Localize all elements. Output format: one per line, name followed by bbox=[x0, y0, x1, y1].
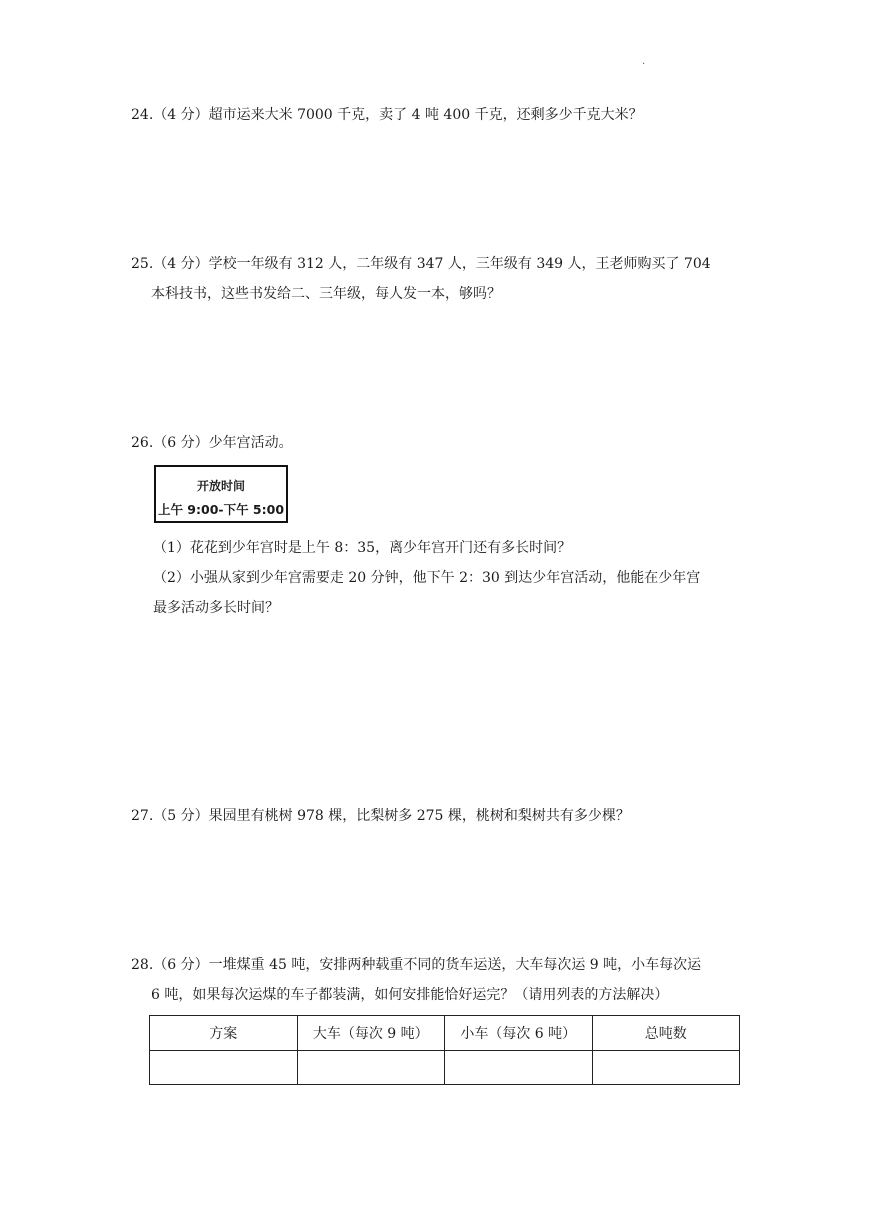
question-25-line-1: 25.（4 分）学校一年级有 312 人，二年级有 347 人，三年级有 349 人，王老师购买了 704 bbox=[131, 256, 711, 272]
table-row bbox=[150, 1051, 740, 1085]
table-cell[interactable] bbox=[150, 1051, 298, 1085]
question-27: 27.（5 分）果园里有桃树 978 棵，比梨树多 275 棵，桃树和梨树共有多少棵？ bbox=[131, 808, 630, 824]
header-small-truck: 小车（每次 6 吨） bbox=[445, 1016, 593, 1051]
question-26: 26.（6 分）少年宫活动。 bbox=[131, 435, 293, 451]
table-header-row bbox=[150, 1016, 740, 1051]
table-cell[interactable] bbox=[445, 1051, 593, 1085]
question-24: 24.（4 分）超市运来大米 7000 千克，卖了 4 吨 400 千克，还剩多少千克大米？ bbox=[131, 107, 643, 123]
plan-table bbox=[149, 1015, 740, 1085]
question-26-sub-2-line-1: （2）小强从家到少年宫需要走 20 分钟，他下午 2：30 到达少年宫活动，他能在少年宫 bbox=[153, 570, 701, 586]
table-cell[interactable] bbox=[592, 1051, 740, 1085]
header-total-tons: 总吨数 bbox=[592, 1016, 740, 1051]
opening-hours-sign bbox=[154, 465, 288, 523]
header-plan: 方案 bbox=[150, 1016, 298, 1051]
header-big-truck: 大车（每次 9 吨） bbox=[297, 1016, 445, 1051]
header-dot: . bbox=[642, 56, 646, 67]
question-25-line-2: 本科技书，这些书发给二、三年级，每人发一本，够吗？ bbox=[151, 286, 501, 302]
question-26-sub-2-line-2: 最多活动多长时间？ bbox=[153, 600, 279, 616]
question-28-line-1: 28.（6 分）一堆煤重 45 吨，安排两种载重不同的货车运送，大车每次运 9 吨，小车每次运 bbox=[131, 957, 702, 973]
question-26-sub-1: （1）花花到少年宫时是上午 8：35，离少年宫开门还有多长时间？ bbox=[153, 540, 572, 556]
table-cell[interactable] bbox=[297, 1051, 445, 1085]
sign-hours: 上午 9:00-下午 5:00 bbox=[157, 502, 285, 517]
question-28-line-2: 6 吨，如果每次运煤的车子都装满，如何安排能恰好运完？（请用列表的方法解决） bbox=[151, 987, 669, 1003]
sign-title: 开放时间 bbox=[196, 479, 245, 493]
